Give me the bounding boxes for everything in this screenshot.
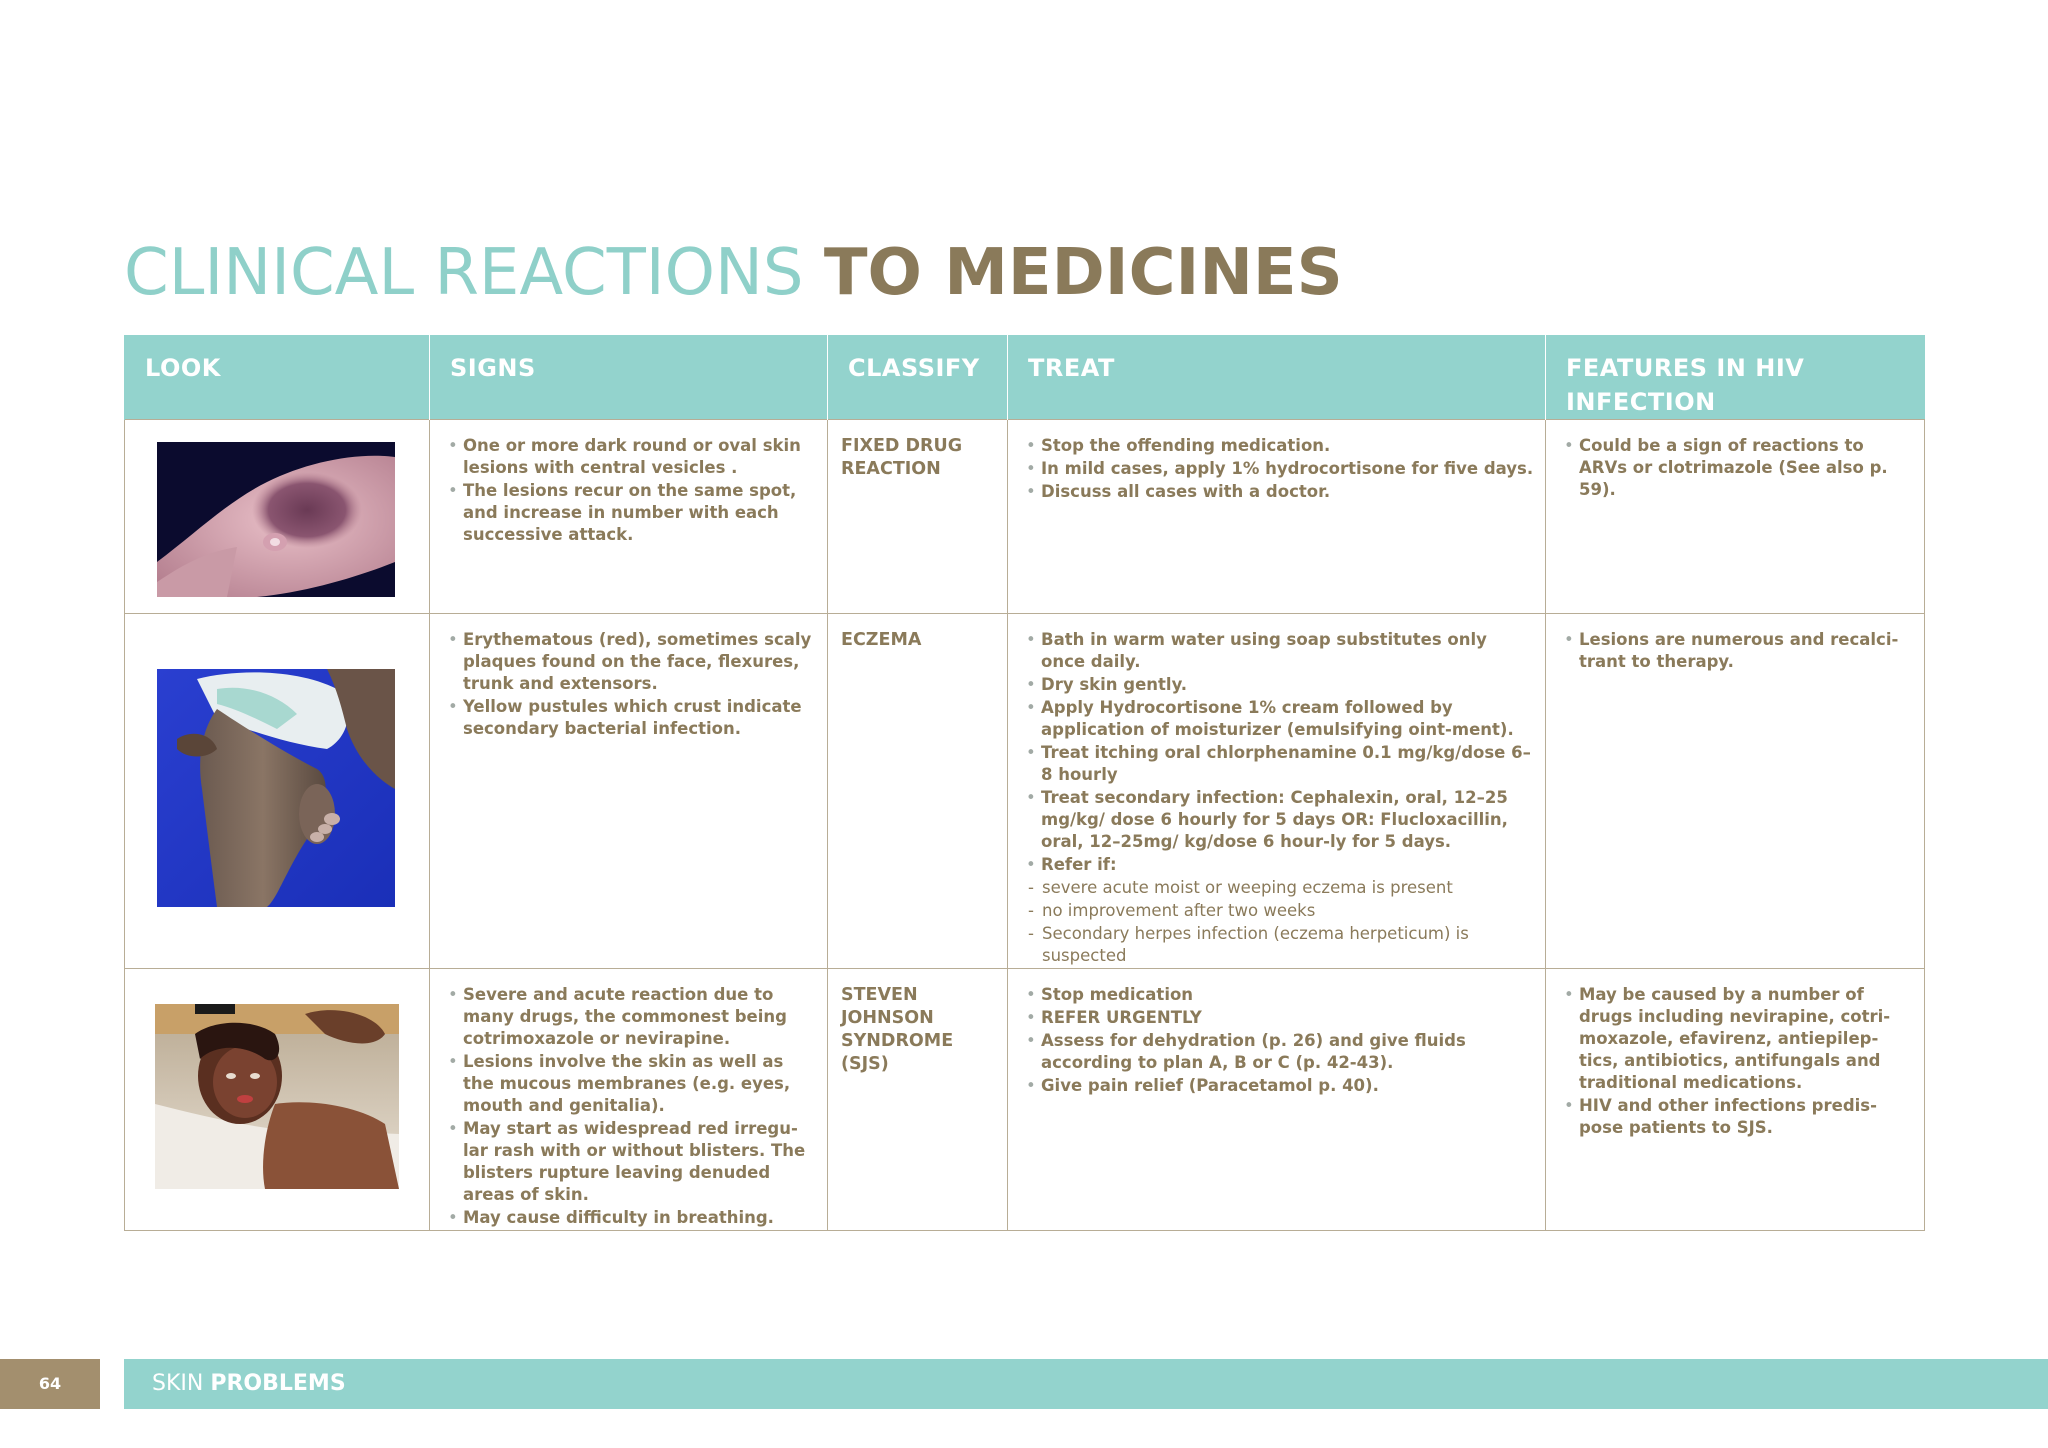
header-row <box>125 335 1925 420</box>
list-item: • Lesions involve the skin as well as the mucous membranes (e.g. eyes, mouth and genitalia). <box>448 1051 817 1117</box>
list-item: • The lesions recur on the same spot, and increase in number with each successive attack. <box>448 480 817 546</box>
table-row <box>125 614 1925 969</box>
fixed-drug-reaction-photo <box>157 442 395 597</box>
list-item: • May start as widespread red irregu-lar rash with or without blisters. The blisters rupture leaving denuded areas of skin. <box>448 1118 817 1206</box>
header-treat: TREAT <box>1008 335 1546 420</box>
list-item: • Apply Hydrocortisone 1% cream followed by application of moisturizer (emulsifying oint-ment). <box>1026 697 1535 741</box>
list-item: • Erythematous (red), sometimes scaly plaques found on the face, flexures, trunk and extensors. <box>448 629 817 695</box>
list-item: • Yellow pustules which crust indicate secondary bacterial infection. <box>448 696 817 740</box>
sjs-photo <box>155 1004 399 1189</box>
signs-cell <box>430 614 828 969</box>
list-item: • Treat itching oral chlorphenamine 0.1 mg/kg/dose 6–8 hourly <box>1026 742 1535 786</box>
list-item: • Lesions are numerous and recalci-trant to therapy. <box>1564 629 1914 673</box>
hiv-features-cell <box>1546 614 1925 969</box>
signs-cell <box>430 969 828 1231</box>
reactions-table <box>124 335 1925 1231</box>
list-item: • Assess for dehydration (p. 26) and give fluids according to plan A, B or C (p. 42-43). <box>1026 1030 1535 1074</box>
classify-cell: FIXED DRUG REACTION <box>828 420 1008 614</box>
list-item: • Dry skin gently. <box>1026 674 1535 696</box>
section-footer <box>124 1359 2048 1409</box>
list-item: • Discuss all cases with a doctor. <box>1026 481 1535 503</box>
treat-cell <box>1008 614 1546 969</box>
list-item: • Refer if: <box>1026 854 1535 876</box>
page-number: 64 <box>0 1359 100 1409</box>
signs-cell <box>430 420 828 614</box>
list-item: • Severe and acute reaction due to many drugs, the commonest being cotrimoxazole or nevirapine. <box>448 984 817 1050</box>
list-item: • Give pain relief (Paracetamol p. 40). <box>1026 1075 1535 1097</box>
list-item: • Stop medication <box>1026 984 1535 1006</box>
list-item: • Treat secondary infection: Cephalexin, oral, 12–25 mg/kg/ dose 6 hourly for 5 days OR: Flucloxacillin, oral, 12–25mg/ kg/dose 6 hour-ly for 5 days. <box>1026 787 1535 853</box>
footer-section-1: SKIN <box>152 1371 204 1396</box>
header-classify: CLASSIFY <box>828 335 1008 420</box>
list-item: • May cause difficulty in breathing. <box>448 1207 817 1229</box>
page-title <box>124 228 1343 318</box>
header-signs: SIGNS <box>430 335 828 420</box>
sub-list-item: - Secondary herpes infection (eczema herpeticum) is suspected <box>1026 923 1535 967</box>
look-cell <box>125 614 430 969</box>
list-item: • In mild cases, apply 1% hydrocortisone for five days. <box>1026 458 1535 480</box>
look-cell <box>125 969 430 1231</box>
list-item: • Could be a sign of reactions to ARVs or clotrimazole (See also p. 59). <box>1564 435 1914 501</box>
footer-section-2: PROBLEMS <box>210 1371 346 1396</box>
list-item: • Stop the offending medication. <box>1026 435 1535 457</box>
list-item: • Bath in warm water using soap substitutes only once daily. <box>1026 629 1535 673</box>
header-hiv-features: FEATURES IN HIV INFECTION <box>1546 335 1925 420</box>
classify-cell: STEVEN JOHNSON SYNDROME (SJS) <box>828 969 1008 1231</box>
header-look: LOOK <box>125 335 430 420</box>
title-part-1: CLINICAL REACTIONS <box>124 236 804 310</box>
table-row <box>125 420 1925 614</box>
eczema-photo <box>157 669 395 907</box>
table-row <box>125 969 1925 1231</box>
treat-cell <box>1008 420 1546 614</box>
treat-cell <box>1008 969 1546 1231</box>
list-item: • May be caused by a number of drugs including nevirapine, cotri-moxazole, efavirenz, antiepilep-tics, antibiotics, antifungals and traditional medications. <box>1564 984 1914 1094</box>
title-part-2: TO MEDICINES <box>823 236 1343 310</box>
sub-list-item: - no improvement after two weeks <box>1026 900 1535 922</box>
classify-cell: ECZEMA <box>828 614 1008 969</box>
hiv-features-cell <box>1546 420 1925 614</box>
sub-list-item: - severe acute moist or weeping eczema is present <box>1026 877 1535 899</box>
look-cell <box>125 420 430 614</box>
list-item: • HIV and other infections predis-pose patients to SJS. <box>1564 1095 1914 1139</box>
list-item: • One or more dark round or oval skin lesions with central vesicles . <box>448 435 817 479</box>
hiv-features-cell <box>1546 969 1925 1231</box>
list-item: • REFER URGENTLY <box>1026 1007 1535 1029</box>
